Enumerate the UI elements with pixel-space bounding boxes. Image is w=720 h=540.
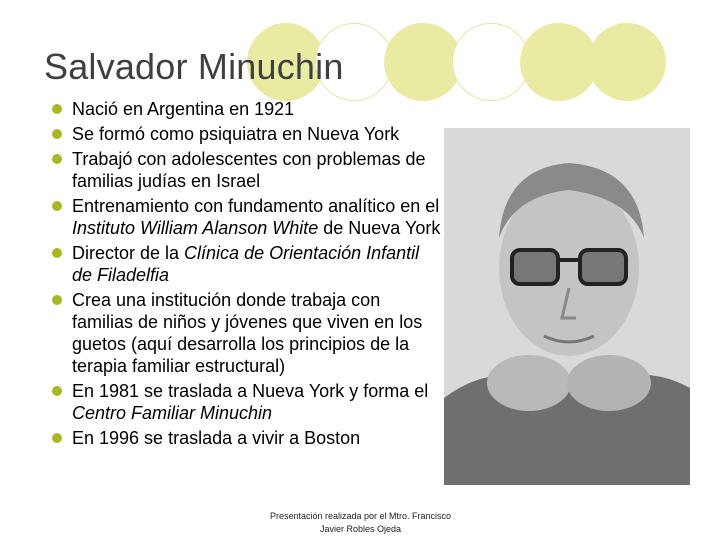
bullet-dot-icon bbox=[52, 201, 62, 211]
bullet-text: Entrenamiento con fundamento analítico en el bbox=[72, 196, 440, 216]
bullet-dot-icon bbox=[52, 104, 62, 114]
bullet-text: Trabajó con adolescentes con problemas de familias judías en Israel bbox=[72, 149, 426, 191]
bullet-text: Crea una institución donde trabaja con familias de niños y jóvenes que viven en los guetos (aquí desarrolla los principios de la terapia familiar estructural) bbox=[72, 290, 423, 376]
bullet-text: En 1996 se traslada a vivir a Boston bbox=[72, 428, 361, 448]
bullet-text: Nació en Argentina en 1921 bbox=[72, 99, 295, 119]
portrait-illustration bbox=[444, 128, 690, 485]
bullet-dot-icon bbox=[52, 386, 62, 396]
bullet-dot-icon bbox=[52, 248, 62, 258]
bullet-text-italic: Instituto William Alanson White bbox=[72, 218, 319, 238]
bullet-item bbox=[52, 98, 442, 120]
decor-circle bbox=[588, 23, 666, 101]
bullet-text: de Nueva York bbox=[318, 218, 441, 238]
bullet-item bbox=[52, 289, 442, 377]
bullet-dot-icon bbox=[52, 154, 62, 164]
bullet-text: Se formó como psiquiatra en Nueva York bbox=[72, 124, 400, 144]
bullet-text-italic: Clínica de Orientación Infantil de Filadelfia bbox=[72, 243, 420, 285]
bullet-item bbox=[52, 242, 442, 286]
bullet-text: En 1981 se traslada a Nueva York y forma el bbox=[72, 381, 429, 401]
decor-circle bbox=[520, 23, 598, 101]
slide-title: Salvador Minuchin bbox=[44, 46, 344, 87]
decor-circle bbox=[384, 23, 462, 101]
bullet-dot-icon bbox=[52, 433, 62, 443]
bullet-text-italic: Centro Familiar Minuchin bbox=[72, 403, 273, 423]
bullet-text: Director de la bbox=[72, 243, 185, 263]
bullet-dot-icon bbox=[52, 129, 62, 139]
portrait-photo bbox=[444, 128, 690, 485]
footer-credit: Presentación realizada por el Mtro. Francisco Javier Robles Ojeda bbox=[269, 511, 452, 534]
bullet-item bbox=[52, 195, 442, 239]
decor-circle bbox=[452, 23, 530, 101]
bullet-item bbox=[52, 148, 442, 192]
bullet-item bbox=[52, 380, 442, 424]
bullet-item bbox=[52, 427, 442, 449]
bullet-item bbox=[52, 123, 442, 145]
bullet-dot-icon bbox=[52, 295, 62, 305]
bullet-list bbox=[52, 98, 442, 452]
